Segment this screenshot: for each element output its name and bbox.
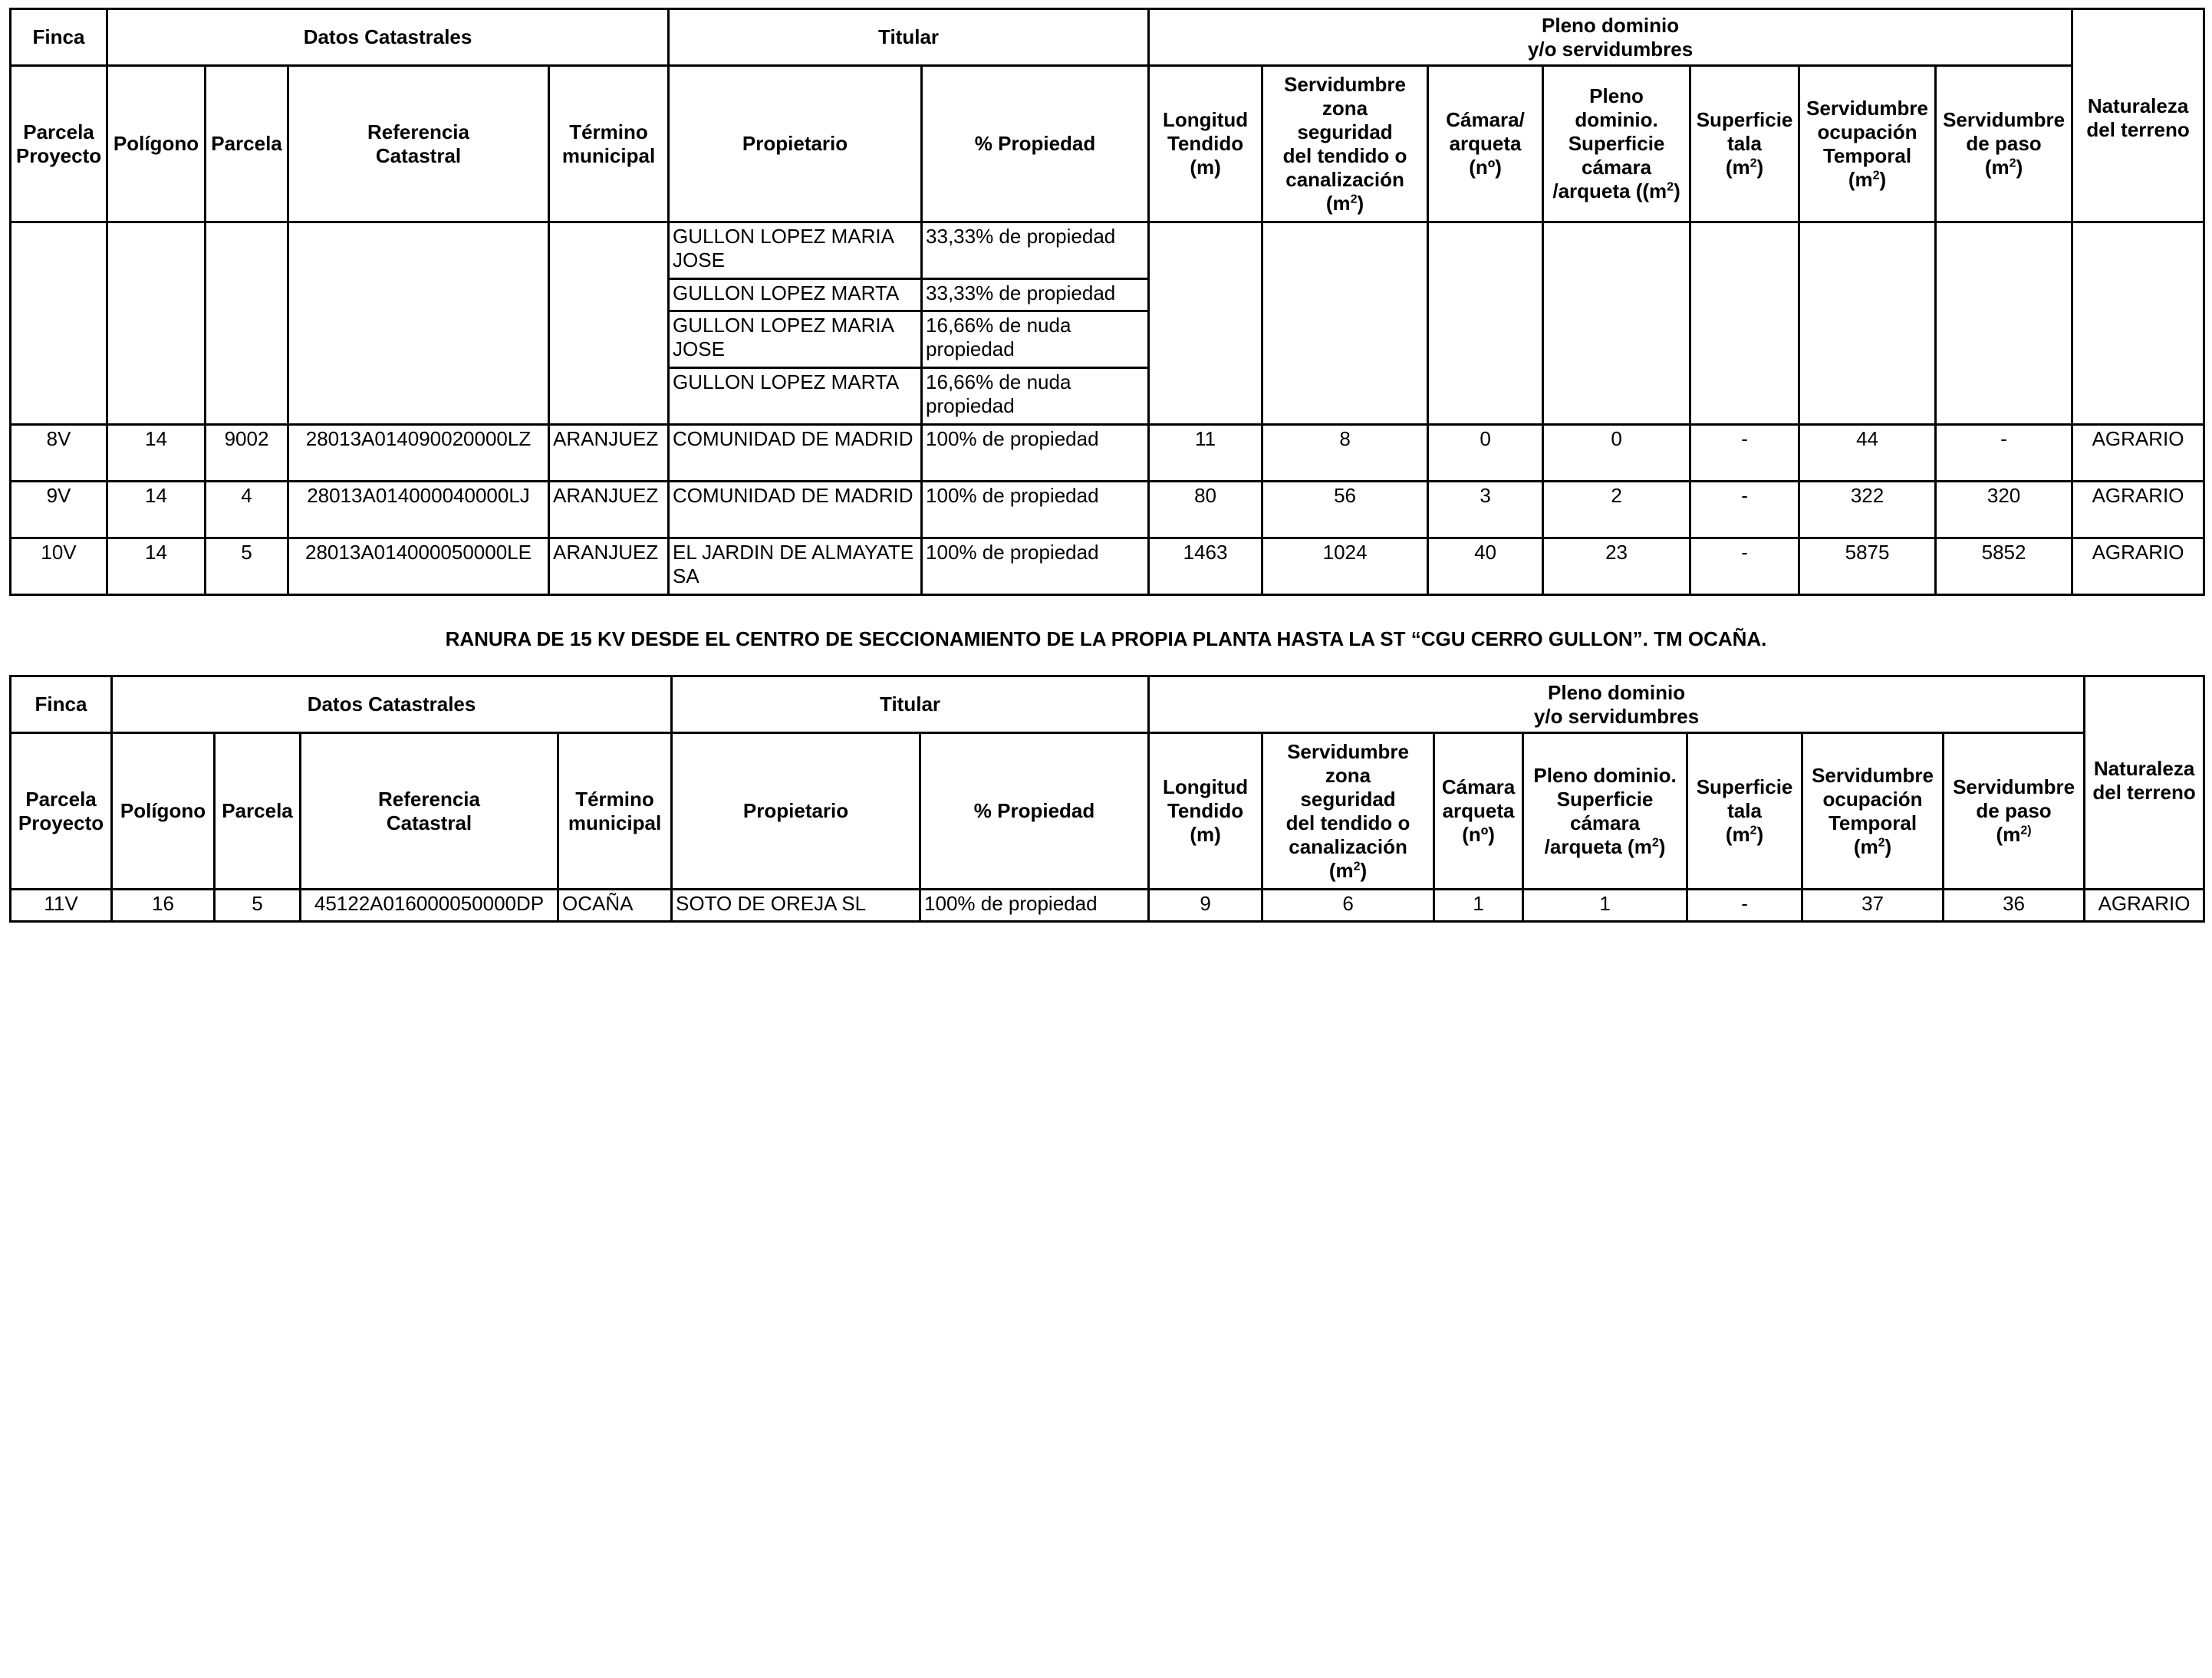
cell-propietario: GULLON LOPEZ MARIA JOSE: [669, 311, 922, 368]
header-naturaleza: Naturaleza del terreno: [2072, 9, 2204, 222]
cell-empty: [11, 222, 107, 425]
header-servidumbre-paso: Servidumbre de paso ($m^{2)}$: [1944, 733, 2085, 890]
header-superficie-tala: Superficie tala $(m^2)$: [1687, 733, 1802, 890]
header-finca: Finca: [11, 9, 107, 66]
header-pct-propiedad: % Propiedad: [920, 733, 1149, 890]
header-camara: Cámara/ arqueta (nº): [1428, 66, 1543, 222]
cell-empty: [288, 222, 549, 425]
header-titular: Titular: [669, 9, 1149, 66]
cell-parcela: 5: [215, 890, 301, 922]
cell-pct: 100% de propiedad: [922, 482, 1149, 538]
header-termino: Término municipal: [558, 733, 672, 890]
cell-termino: ARANJUEZ: [549, 482, 669, 538]
header-row-groups: [11, 676, 2204, 733]
header-propietario: Propietario: [672, 733, 920, 890]
cell-empty: [1262, 222, 1428, 425]
cell-termino: ARANJUEZ: [549, 425, 669, 482]
cell-ocupacion: 44: [1799, 425, 1936, 482]
header-pleno-dominio: Pleno dominio y/o servidumbres: [1149, 9, 2072, 66]
cell-pct: 33,33% de propiedad: [922, 279, 1149, 311]
header-parcela-proyecto: Parcela Proyecto: [11, 66, 107, 222]
header-row-groups: [11, 9, 2204, 66]
cell-empty: [549, 222, 669, 425]
cell-pct: 100% de propiedad: [920, 890, 1149, 922]
table-row: [11, 890, 2204, 922]
cell-naturaleza: AGRARIO: [2072, 425, 2204, 482]
table-row: [11, 222, 2204, 279]
cell-camara: 3: [1428, 482, 1543, 538]
cell-propietario: COMUNIDAD DE MADRID: [669, 425, 922, 482]
cell-finca: 8V: [11, 425, 107, 482]
cell-naturaleza: AGRARIO: [2085, 890, 2204, 922]
header-servidumbre-zona: Servidumbre zona seguridad del tendido o canalización $(m^2)$: [1262, 66, 1428, 222]
cell-serv-zona: 1024: [1262, 538, 1428, 595]
header-longitud: Longitud Tendido (m): [1149, 733, 1262, 890]
header-propietario: Propietario: [669, 66, 922, 222]
table-row: [11, 538, 2204, 595]
header-superficie-tala: Superficie tala $(m^2)$: [1690, 66, 1799, 222]
cell-poligono: 14: [107, 425, 206, 482]
cell-tala: -: [1687, 890, 1802, 922]
header-pct-propiedad: % Propiedad: [922, 66, 1149, 222]
cell-finca: 10V: [11, 538, 107, 595]
header-poligono: Polígono: [112, 733, 215, 890]
cell-paso: 36: [1944, 890, 2085, 922]
header-servidumbre-zona: Servidumbre zona seguridad del tendido o canalización $(m^2)$: [1262, 733, 1434, 890]
cell-poligono: 14: [107, 538, 206, 595]
cell-empty: [1543, 222, 1690, 425]
cell-parcela: 5: [206, 538, 288, 595]
cell-empty: [107, 222, 206, 425]
header-parcela: Parcela: [206, 66, 288, 222]
cell-naturaleza: AGRARIO: [2072, 482, 2204, 538]
header-finca: Finca: [11, 676, 112, 733]
cell-propietario: COMUNIDAD DE MADRID: [669, 482, 922, 538]
cell-empty: [1428, 222, 1543, 425]
cell-referencia: 28013A014090020000LZ: [288, 425, 549, 482]
header-parcela-proyecto: Parcela Proyecto: [11, 733, 112, 890]
cell-empty: [1690, 222, 1799, 425]
section-caption: RANURA DE 15 KV DESDE EL CENTRO DE SECCIONAMIENTO DE LA PROPIA PLANTA HASTA LA ST “CGU CERRO GULLON”. TM OCAÑA.: [445, 627, 1767, 650]
cell-propietario: EL JARDIN DE ALMAYATE SA: [669, 538, 922, 595]
cell-propietario: GULLON LOPEZ MARTA: [669, 368, 922, 425]
cell-longitud: 11: [1149, 425, 1262, 482]
cell-parcela: 9002: [206, 425, 288, 482]
cell-serv-zona: 56: [1262, 482, 1428, 538]
header-pleno-superficie: Pleno dominio. Superficie cámara /arqueta ($(m^2)$: [1543, 66, 1690, 222]
cell-serv-zona: 8: [1262, 425, 1428, 482]
cell-serv-zona: 6: [1262, 890, 1434, 922]
table-aranjuez: [9, 8, 2205, 596]
header-naturaleza: Naturaleza del terreno: [2085, 676, 2204, 890]
cell-paso: -: [1936, 425, 2072, 482]
header-longitud: Longitud Tendido (m): [1149, 66, 1262, 222]
header-camara: Cámara arqueta (nº): [1434, 733, 1523, 890]
cell-ocupacion: 322: [1799, 482, 1936, 538]
cell-empty: [2072, 222, 2204, 425]
cell-empty: [1936, 222, 2072, 425]
cell-referencia: 28013A014000040000LJ: [288, 482, 549, 538]
header-datos-catastrales: Datos Catastrales: [107, 9, 669, 66]
table-ocana: [9, 675, 2205, 923]
cell-naturaleza: AGRARIO: [2072, 538, 2204, 595]
cell-longitud: 9: [1149, 890, 1262, 922]
cell-longitud: 80: [1149, 482, 1262, 538]
header-servidumbre-ocupacion: Servidumbre ocupación Temporal $(m^2)$: [1802, 733, 1944, 890]
cell-ocupacion: 37: [1802, 890, 1944, 922]
cell-empty: [1799, 222, 1936, 425]
cell-pct: 100% de propiedad: [922, 425, 1149, 482]
cell-tala: -: [1690, 538, 1799, 595]
cell-pleno-sup: 0: [1543, 425, 1690, 482]
header-pleno-dominio: Pleno dominio y/o servidumbres: [1149, 676, 2085, 733]
header-termino: Término municipal: [549, 66, 669, 222]
cell-paso: 320: [1936, 482, 2072, 538]
header-row-columns: [11, 733, 2204, 890]
header-row-columns: [11, 66, 2204, 222]
cell-termino: OCAÑA: [558, 890, 672, 922]
cell-tala: -: [1690, 425, 1799, 482]
cell-longitud: 1463: [1149, 538, 1262, 595]
cell-pleno-sup: 23: [1543, 538, 1690, 595]
header-servidumbre-ocupacion: Servidumbre ocupación Temporal $(m^2)$: [1799, 66, 1936, 222]
header-poligono: Polígono: [107, 66, 206, 222]
cell-empty: [206, 222, 288, 425]
header-datos-catastrales: Datos Catastrales: [112, 676, 672, 733]
cell-propietario: SOTO DE OREJA SL: [672, 890, 920, 922]
header-referencia: Referencia Catastral: [301, 733, 558, 890]
cell-camara: 1: [1434, 890, 1523, 922]
cell-referencia: 28013A014000050000LE: [288, 538, 549, 595]
header-pleno-superficie: Pleno dominio. Superficie cámara /arqueta $(m^2)$: [1523, 733, 1687, 890]
cell-propietario: GULLON LOPEZ MARIA JOSE: [669, 222, 922, 279]
table-row: [11, 425, 2204, 482]
header-referencia: Referencia Catastral: [288, 66, 549, 222]
cell-pleno-sup: 1: [1523, 890, 1687, 922]
cell-pleno-sup: 2: [1543, 482, 1690, 538]
header-titular: Titular: [672, 676, 1149, 733]
cell-paso: 5852: [1936, 538, 2072, 595]
cell-pct: 100% de propiedad: [922, 538, 1149, 595]
cell-parcela: 4: [206, 482, 288, 538]
table-row: [11, 482, 2204, 538]
cell-pct: 33,33% de propiedad: [922, 222, 1149, 279]
cell-finca: 9V: [11, 482, 107, 538]
cell-propietario: GULLON LOPEZ MARTA: [669, 279, 922, 311]
header-servidumbre-paso: Servidumbre de paso $(m^2)$: [1936, 66, 2072, 222]
cell-poligono: 16: [112, 890, 215, 922]
header-parcela: Parcela: [215, 733, 301, 890]
cell-camara: 0: [1428, 425, 1543, 482]
cell-pct: 16,66% de nuda propiedad: [922, 368, 1149, 425]
cell-termino: ARANJUEZ: [549, 538, 669, 595]
cell-tala: -: [1690, 482, 1799, 538]
cell-empty: [1149, 222, 1262, 425]
cell-finca: 11V: [11, 890, 112, 922]
cell-pct: 16,66% de nuda propiedad: [922, 311, 1149, 368]
cell-referencia: 45122A016000050000DP: [301, 890, 558, 922]
cell-camara: 40: [1428, 538, 1543, 595]
cell-ocupacion: 5875: [1799, 538, 1936, 595]
cell-poligono: 14: [107, 482, 206, 538]
